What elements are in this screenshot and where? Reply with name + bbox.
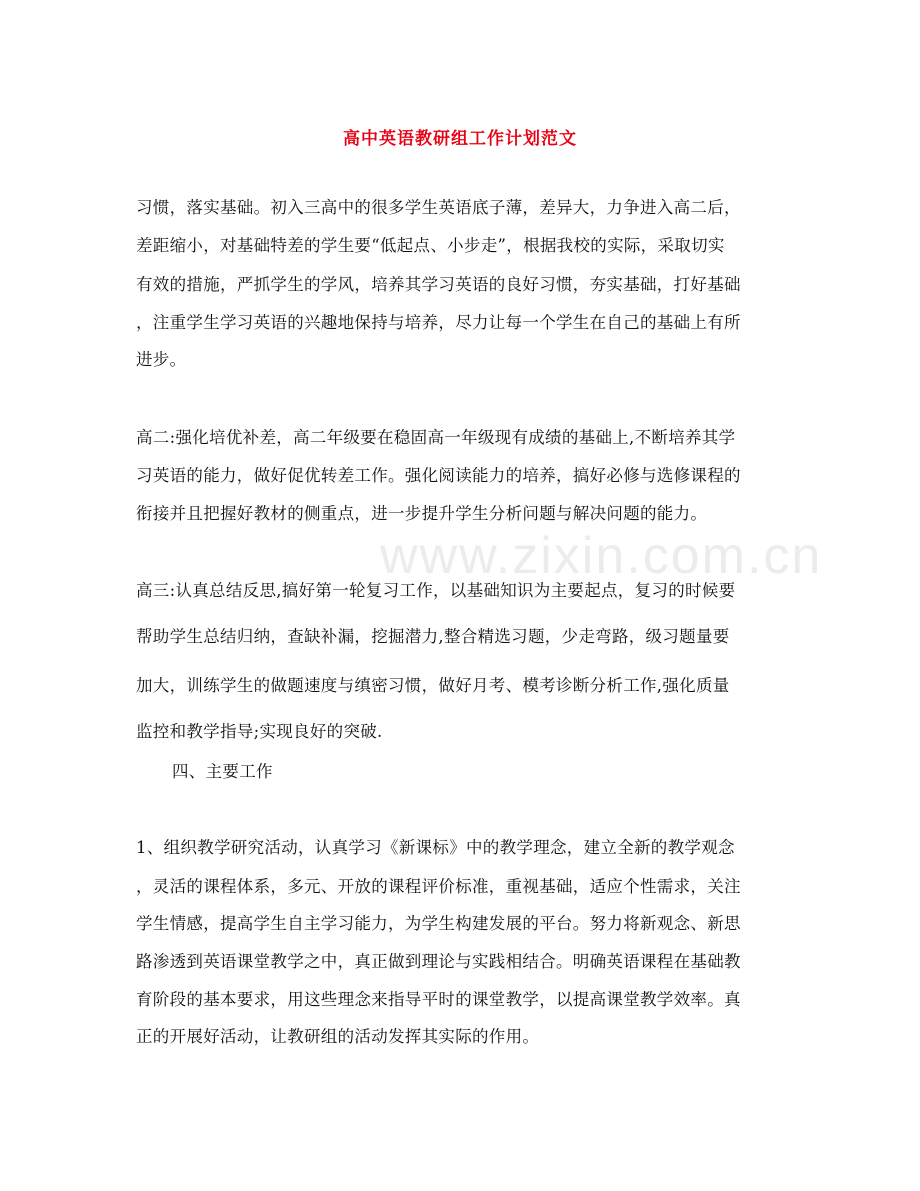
paragraph-2-line-2: 习英语的能力，做好促优转差工作。强化阅读能力的培养，搞好必修与选修课程的	[136, 466, 741, 485]
paragraph-4-line-1: 1、组织教学研究活动，认真学习《新课标》中的教学理念，建立全新的教学观念	[136, 838, 735, 857]
paragraph-3-line-3: 加大，训练学生的做题速度与缜密习惯，做好月考、模考诊断分析工作,强化质量	[136, 676, 730, 695]
paragraph-4-line-3: 学生情感，提高学生自主学习能力，为学生构建发展的平台。努力将新观念、新思	[136, 914, 741, 933]
paragraph-4-line-6: 正的开展好活动，让教研组的活动发挥其实际的作用。	[136, 1027, 540, 1046]
paragraph-2-line-3: 衔接并且把握好教材的侧重点，进一步提升学生分析问题与解决问题的能力。	[136, 504, 708, 523]
paragraph-2-line-1: 高二:强化培优补差，高二年级要在稳固高一年级现有成绩的基础上,不断培养其学	[136, 428, 736, 447]
paragraph-4-line-4: 路渗透到英语课堂教学之中，真正做到理论与实践相结合。明确英语课程在基础教	[136, 952, 741, 971]
paragraph-4-line-2: ，灵活的课程体系，多元、开放的课程评价标准，重视基础，适应个性需求，关注	[136, 877, 741, 896]
paragraph-4-line-5: 育阶段的基本要求，用这些理念来指导平时的课堂教学，以提高课堂教学效率。真	[136, 990, 741, 1009]
paragraph-1-line-5: 进步。	[136, 350, 187, 369]
paragraph-1-line-1: 习惯，落实基础。初入三高中的很多学生英语底子薄，差异大，力争进入高二后，	[136, 198, 741, 217]
paragraph-3-line-2: 帮助学生总结归纳，查缺补漏，挖掘潜力,整合精选习题，少走弯路，级习题量要	[136, 627, 730, 646]
paragraph-3-line-4: 监控和教学指导;实现良好的突破.	[136, 722, 383, 741]
watermark: www.zixin.com.cn	[380, 527, 823, 585]
section-heading: 四、主要工作	[172, 762, 273, 781]
paragraph-1-line-2: 差距缩小，对基础特差的学生要“低起点、小步走”，根据我校的实际，采取切实	[136, 236, 725, 255]
document-title: 高中英语教研组工作计划范文	[343, 129, 577, 149]
paragraph-3-line-1: 高三:认真总结反思,搞好第一轮复习工作，以基础知识为主要起点，复习的时候要	[136, 581, 736, 600]
paragraph-1-line-4: ，注重学生学习英语的兴趣地保持与培养，尽力让每一个学生在自己的基础上有所	[136, 313, 741, 332]
paragraph-1-line-3: 有效的措施，严抓学生的学风，培养其学习英语的良好习惯，夯实基础，打好基础	[136, 275, 741, 294]
